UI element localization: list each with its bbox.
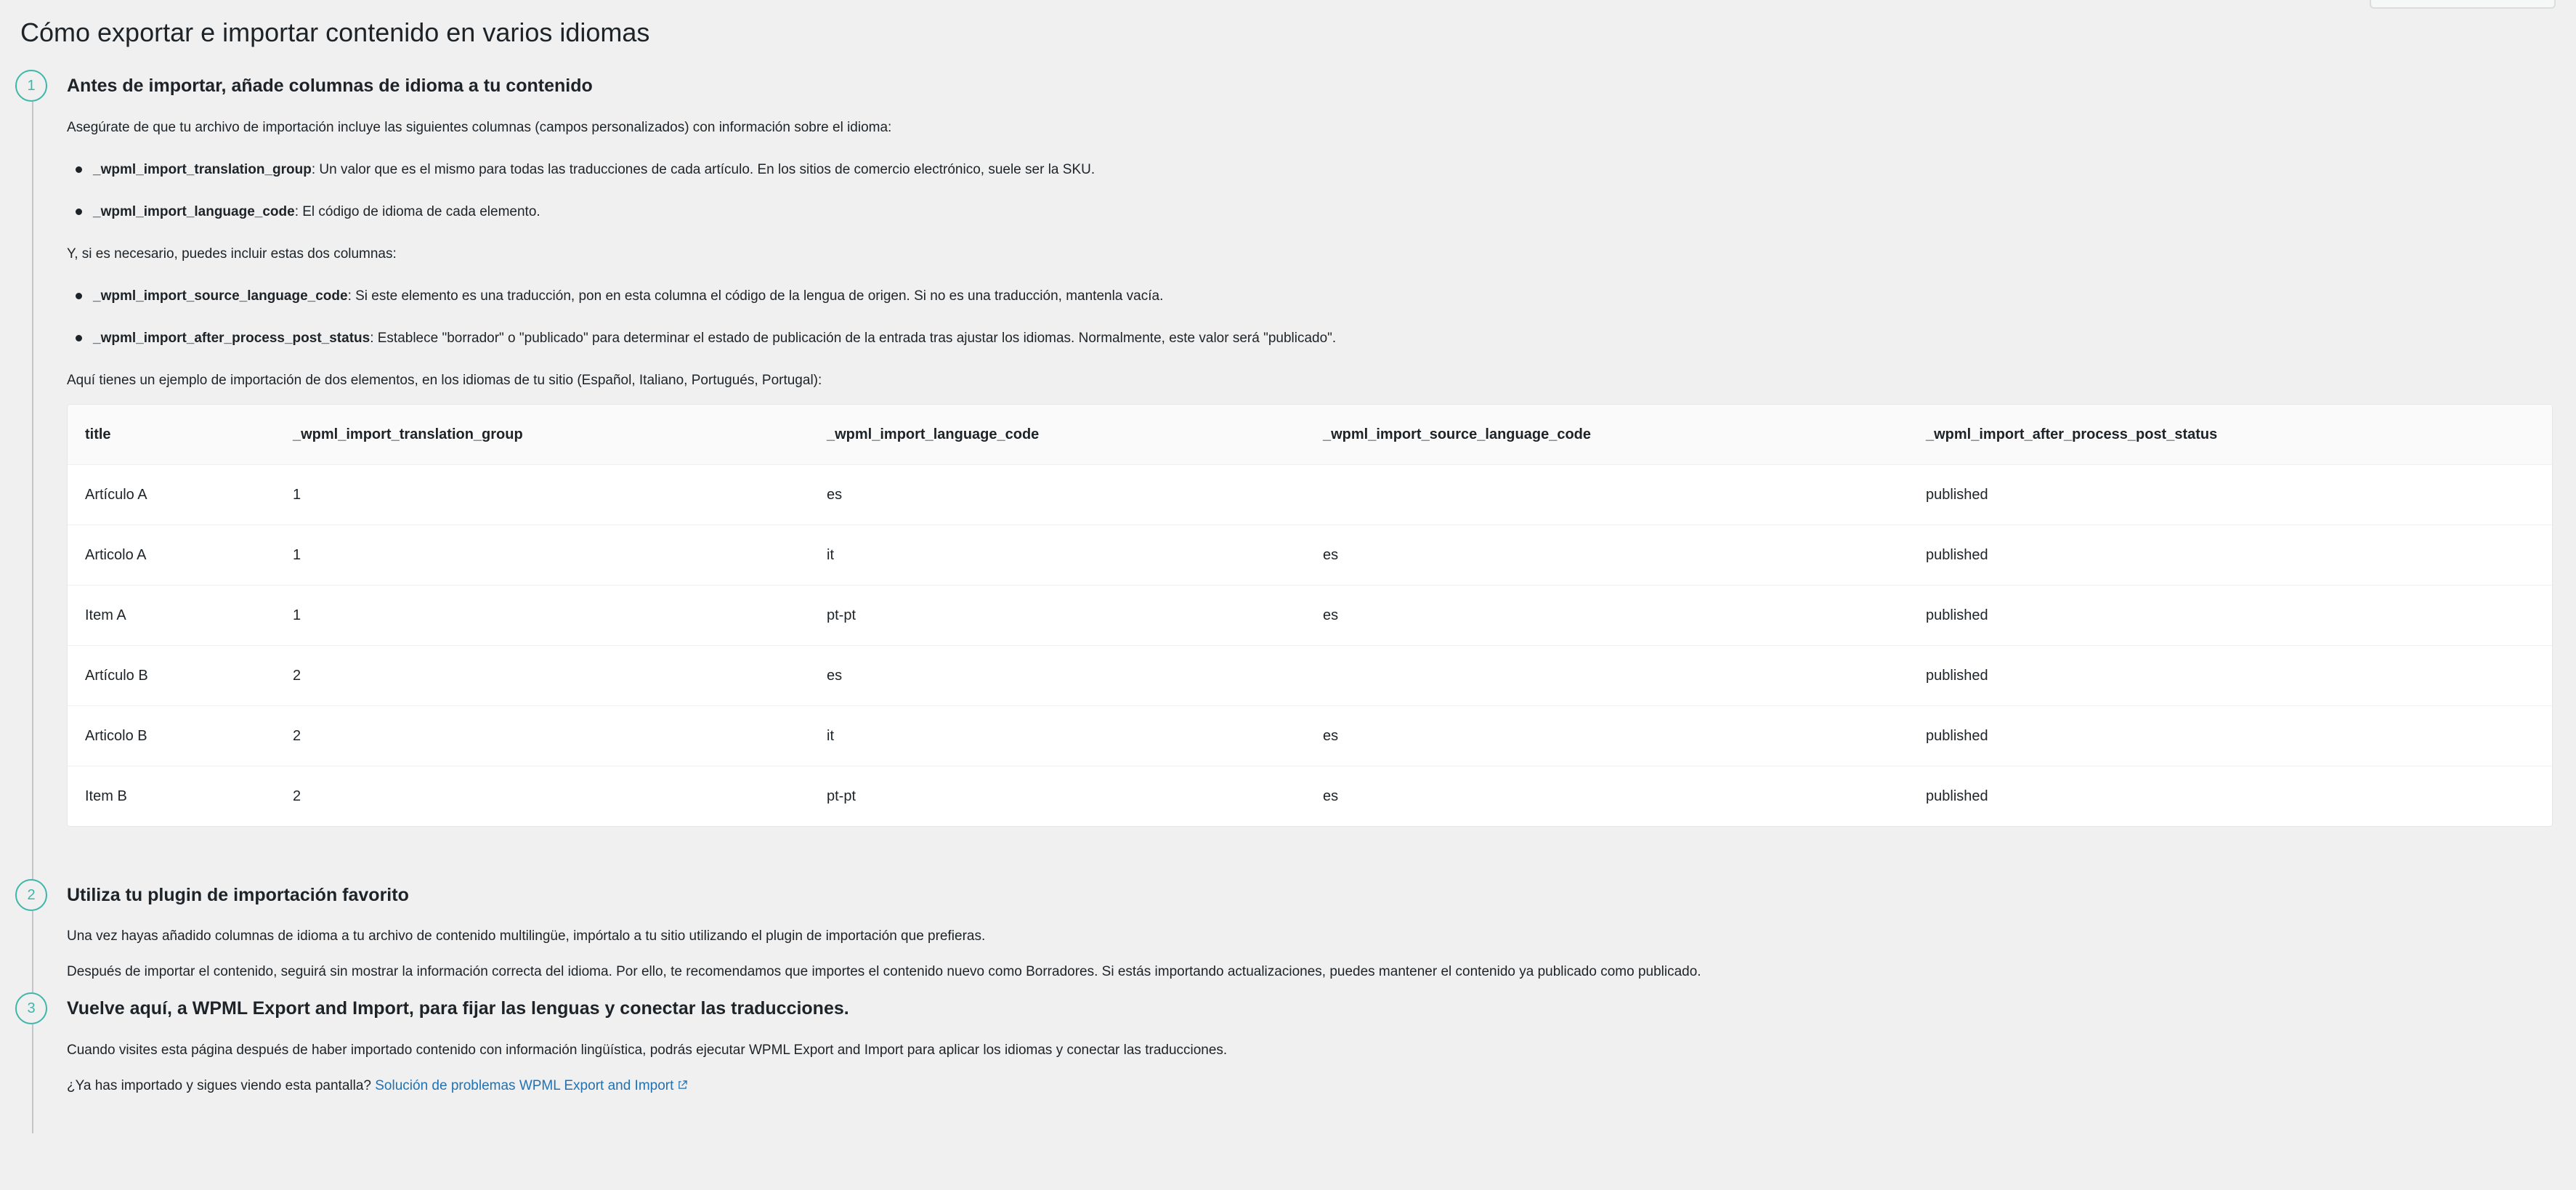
step-2-number: 2 xyxy=(15,879,47,911)
field-key: _wpml_import_after_process_post_status xyxy=(93,331,370,346)
column-header-source-language-code: _wpml_import_source_language_code xyxy=(1305,405,1908,465)
field-description: : Si este elemento es una traducción, pon en esta columna el código de la lengua de origen. Si no es una traducción, mantenla vacía. xyxy=(347,288,1164,304)
table-header-row xyxy=(68,405,2552,465)
table-row xyxy=(68,586,2552,646)
step-3-help xyxy=(67,1077,687,1096)
table-cell: Articolo A xyxy=(68,525,275,586)
field-key: _wpml_import_source_language_code xyxy=(93,288,348,304)
table-cell: 2 xyxy=(293,788,301,804)
table-cell: 1 xyxy=(275,586,809,646)
step-1-intro: Asegúrate de que tu archivo de importación incluye las siguientes columnas (campos personalizados) con información sobre el idioma: xyxy=(67,120,892,135)
table-cell: 2 xyxy=(275,646,809,706)
troubleshooting-link[interactable] xyxy=(375,1078,687,1093)
field-key: _wpml_import_language_code xyxy=(93,204,295,219)
step-2-paragraph-1: Una vez hayas añadido columnas de idioma a tu archivo de contenido multilingüe, impórtalo a tu sitio utilizando el plugin de importación que prefieras. xyxy=(67,928,986,944)
field-key: _wpml_import_translation_group xyxy=(93,162,312,177)
optional-item-after-process-post-status xyxy=(93,329,1336,348)
required-item-language-code xyxy=(93,203,540,222)
table-cell: Item A xyxy=(68,586,275,646)
table-cell: es xyxy=(809,465,1305,525)
bullet xyxy=(76,293,82,299)
bullet xyxy=(76,166,82,173)
table-cell: it xyxy=(809,525,1305,586)
table-cell: published xyxy=(1908,525,2552,586)
field-description: : Un valor que es el mismo para todas las traducciones de cada artículo. En los sitios de comercio electrónico, suele ser la SKU. xyxy=(311,162,1095,177)
table-cell: Artículo B xyxy=(68,646,275,706)
help-text: ¿Ya has importado y sigues viendo esta pantalla? xyxy=(67,1078,371,1093)
table-cell: published xyxy=(1926,788,1988,804)
example-intro: Aquí tienes un ejemplo de importación de dos elementos, en los idiomas de tu sitio (Español, Italiano, Portugués, Portugal): xyxy=(67,373,822,388)
external-link-icon xyxy=(678,1080,687,1090)
table-row xyxy=(68,465,2552,525)
table-cell: es xyxy=(1305,706,1908,766)
bullet xyxy=(76,335,82,341)
table-row xyxy=(68,766,2552,827)
table-cell: es xyxy=(1323,788,1339,804)
step-1-title: Antes de importar, añade columnas de idioma a tu contenido xyxy=(67,76,593,96)
step-1-number: 1 xyxy=(15,70,47,102)
table-cell xyxy=(1305,646,1908,706)
table-cell: 1 xyxy=(275,525,809,586)
step-3-connector xyxy=(32,1024,33,1133)
table-cell: published xyxy=(1908,586,2552,646)
table-row xyxy=(68,525,2552,586)
table-cell: es xyxy=(809,646,1305,706)
example-import-table xyxy=(67,404,2553,827)
optional-item-source-language-code xyxy=(93,287,1163,306)
table-cell: published xyxy=(1908,646,2552,706)
column-header-post-status: _wpml_import_after_process_post_status xyxy=(1908,405,2552,465)
bullet xyxy=(76,209,82,215)
table-row xyxy=(68,646,2552,706)
step-3-title: Vuelve aquí, a WPML Export and Import, para fijar las lenguas y conectar las traducciones. xyxy=(67,998,849,1019)
table-cell: published xyxy=(1908,706,2552,766)
step-2-connector xyxy=(32,911,33,992)
page-title: Cómo exportar e importar contenido en varios idiomas xyxy=(20,17,650,47)
table-cell: Articolo B xyxy=(68,706,275,766)
field-description: : El código de idioma de cada elemento. xyxy=(294,204,540,219)
table-cell: published xyxy=(1908,465,2552,525)
table-cell xyxy=(1305,465,1908,525)
optional-intro: Y, si es necesario, puedes incluir estas dos columnas: xyxy=(67,246,397,262)
step-2-title: Utiliza tu plugin de importación favorito xyxy=(67,885,409,905)
table-cell: es xyxy=(1305,586,1908,646)
table-cell: Item B xyxy=(85,788,127,804)
table-cell: 2 xyxy=(275,706,809,766)
column-header-language-code: _wpml_import_language_code xyxy=(809,405,1305,465)
table-cell: 1 xyxy=(275,465,809,525)
column-header-translation-group: _wpml_import_translation_group xyxy=(275,405,809,465)
step-2-paragraph-2: Después de importar el contenido, seguirá sin mostrar la información correcta del idioma. Por ello, te recomendamos que importes el contenido nuevo como Borradores. Si estás importando actualizaciones, puedes mantener el contenido ya publicado como publicado. xyxy=(67,964,1701,979)
table-cell: it xyxy=(809,706,1305,766)
required-item-translation-group xyxy=(93,161,1095,179)
step-1-connector xyxy=(32,102,33,886)
troubleshooting-link-label: Solución de problemas WPML Export and Import xyxy=(375,1078,674,1093)
table-row xyxy=(68,706,2552,766)
table-cell: es xyxy=(1305,525,1908,586)
field-description: : Establece "borrador" o "publicado" para determinar el estado de publicación de la entrada tras ajustar los idiomas. Normalmente, este valor será "publicado". xyxy=(370,331,1337,346)
step-3-number: 3 xyxy=(15,992,47,1024)
table-cell: Artículo A xyxy=(68,465,275,525)
table-cell: pt-pt xyxy=(809,586,1305,646)
table-cell: pt-pt xyxy=(827,788,856,804)
top-right-control[interactable] xyxy=(2370,0,2556,9)
step-3-paragraph-1: Cuando visites esta página después de haber importado contenido con información lingüística, podrás ejecutar WPML Export and Import para aplicar los idiomas y conectar las traducciones. xyxy=(67,1043,1228,1058)
column-header-title: title xyxy=(68,405,275,465)
